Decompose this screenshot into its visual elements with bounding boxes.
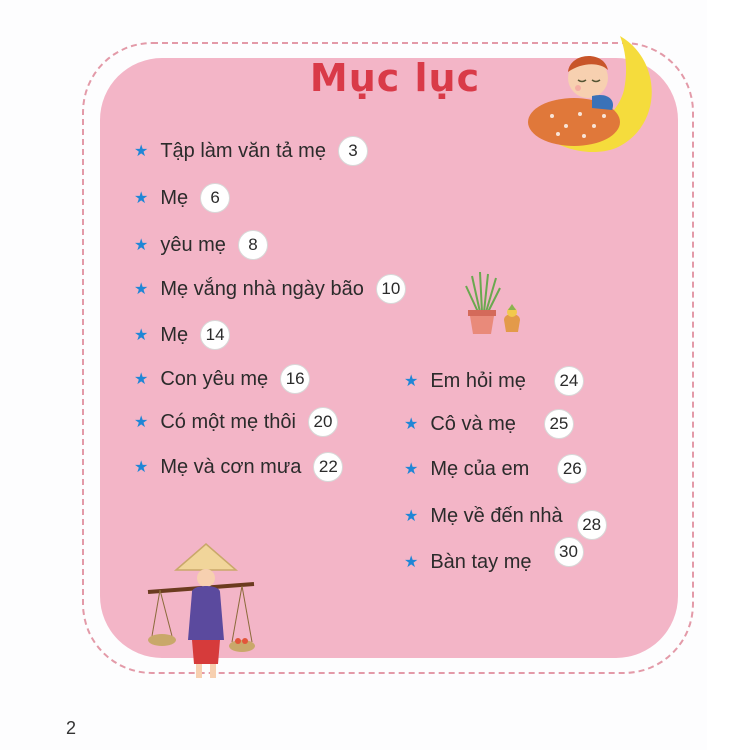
toc-entry-label: Mẹ của em [430,457,530,480]
toc-entry-label: Tập làm văn tả mẹ [160,139,326,162]
toc-entry-page: 14 [200,320,230,350]
toc-entry-label: Mẹ vắng nhà ngày bão [160,277,364,300]
star-icon: ★ [134,369,149,388]
toc-entry[interactable] [134,272,406,306]
toc-entry[interactable] [404,542,584,579]
street-vendor-illustration [146,540,256,700]
toc-entry-page: 25 [544,409,574,439]
toc-entry-page: 6 [200,183,230,213]
toc-entry-label: Cô và mẹ [430,412,516,435]
toc-entry-page: 3 [338,136,368,166]
star-icon: ★ [134,141,149,160]
toc-entry[interactable] [404,499,607,533]
toc-entry-page: 26 [557,454,587,484]
page-edge [707,0,750,750]
toc-entry-page: 16 [280,364,310,394]
toc-entry[interactable] [404,364,584,398]
crescent-moon-illustration [512,30,672,155]
toc-entry-label: Mẹ và cơn mưa [160,455,302,478]
toc-entry-page: 24 [554,366,584,396]
toc-entry[interactable] [134,181,230,215]
star-icon: ★ [134,279,149,298]
star-icon: ★ [404,414,419,433]
toc-entry-label: Bàn tay mẹ [430,550,532,573]
toc-entry-label: Mẹ [160,186,189,209]
toc-entry-page: 28 [577,510,607,540]
toc-entry[interactable] [404,407,574,441]
toc-entry[interactable] [134,134,368,168]
toc-entry-page: 20 [308,407,338,437]
star-icon: ★ [134,457,149,476]
toc-entry-page: 10 [376,274,406,304]
page-title: Mục lục [309,56,481,100]
toc-entry[interactable] [134,405,338,439]
toc-entry-label: yêu mẹ [160,233,226,256]
toc-entry[interactable] [134,318,230,352]
toc-entry-label: Mẹ về đến nhà [430,504,563,527]
toc-entry-page: 30 [554,537,584,567]
toc-entry-label: Có một mẹ thôi [160,410,296,433]
toc-entry-label: Mẹ [160,323,189,346]
star-icon: ★ [134,188,149,207]
star-icon: ★ [134,325,149,344]
toc-entry-page: 22 [313,452,343,482]
toc-entry[interactable] [134,450,343,484]
star-icon: ★ [404,552,419,571]
star-icon: ★ [404,371,419,390]
star-icon: ★ [404,459,419,478]
star-icon: ★ [134,412,149,431]
toc-entry[interactable] [134,228,268,262]
star-icon: ★ [404,506,419,525]
star-icon: ★ [134,235,149,254]
toc-entry[interactable] [134,362,310,396]
toc-entry-label: Em hỏi mẹ [430,369,526,392]
toc-entry-page: 8 [238,230,268,260]
page-number: 2 [66,718,77,738]
toc-entry[interactable] [404,452,587,486]
toc-entry-label: Con yêu mẹ [160,367,269,390]
potted-plant-illustration [458,268,530,340]
